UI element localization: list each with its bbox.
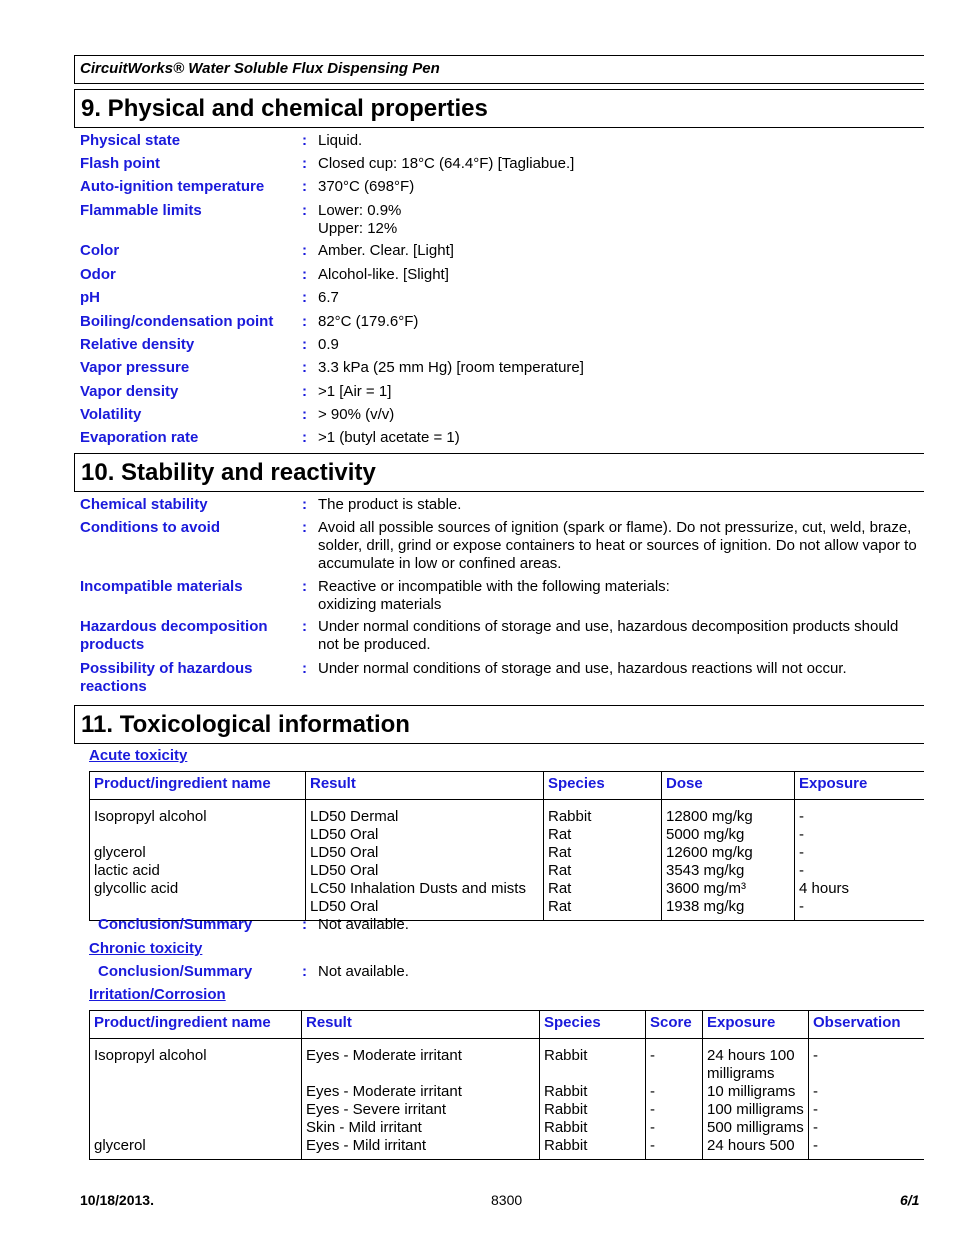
acute-cell: 12800 mg/kg: [662, 800, 795, 827]
acute-cell: 5000 mg/kg: [662, 826, 795, 844]
property-label: Conditions to avoid: [80, 519, 220, 536]
irritation-corrosion-link[interactable]: Irritation/Corrosion: [89, 986, 226, 1003]
irritation-column-header: Exposure: [703, 1011, 809, 1039]
property-value: [318, 359, 923, 377]
property-value: [318, 178, 923, 196]
irritation-cell: Skin - Mild irritant: [302, 1119, 540, 1137]
acute-conclusion-value: Not available.: [318, 916, 409, 933]
irritation-cell: Rabbit: [540, 1101, 646, 1119]
property-value: [318, 266, 923, 284]
acute-cell: LD50 Oral: [306, 826, 544, 844]
colon: :: [302, 916, 307, 933]
colon: :: [302, 155, 307, 172]
irritation-header-row: [90, 1011, 925, 1039]
acute-column-header: Dose: [662, 772, 795, 800]
property-value-line: Under normal conditions of storage and use, hazardous reactions will not occur.: [318, 660, 847, 677]
acute-cell: LD50 Oral: [306, 844, 544, 862]
property-label: pH: [80, 289, 100, 306]
property-label: Possibility of hazardous reactions: [80, 660, 253, 695]
irritation-cell: Eyes - Severe irritant: [302, 1101, 540, 1119]
acute-cell: LC50 Inhalation Dusts and mists: [306, 880, 544, 898]
property-label: Flammable limits: [80, 202, 202, 219]
property-value-line: 6.7: [318, 289, 339, 306]
property-value-line: >1 (butyl acetate = 1): [318, 429, 460, 446]
irritation-cell: -: [813, 1119, 818, 1136]
irritation-cell: Eyes - Moderate irritant: [302, 1039, 540, 1084]
colon: :: [302, 178, 307, 195]
property-label: Evaporation rate: [80, 429, 199, 446]
document-header: [74, 55, 924, 84]
property-label: Flash point: [80, 155, 160, 172]
acute-row: [90, 880, 925, 898]
acute-cell: -: [799, 826, 804, 843]
irritation-cell: -: [646, 1083, 703, 1101]
property-value: [318, 496, 923, 514]
property-value-line: 3.3 kPa (25 mm Hg) [room temperature]: [318, 359, 584, 376]
property-value-line: Closed cup: 18°C (64.4°F) [Tagliabue.]: [318, 155, 575, 172]
property-value-line: 82°C (179.6°F): [318, 313, 419, 330]
irritation-cell: -: [813, 1047, 818, 1064]
irritation-cell: -: [646, 1137, 703, 1160]
irritation-table: [89, 1010, 924, 1160]
property-label: Chemical stability: [80, 496, 208, 513]
irritation-cell: -: [646, 1101, 703, 1119]
property-label: Odor: [80, 266, 116, 283]
irritation-cell: -: [646, 1119, 703, 1137]
property-value: [318, 289, 923, 307]
irritation-column-header: Observation: [809, 1011, 925, 1039]
acute-conclusion-label: Conclusion/Summary: [98, 916, 253, 933]
property-value: [318, 202, 923, 238]
acute-column-header: Result: [306, 772, 544, 800]
irritation-cell: glycerol: [90, 1137, 302, 1160]
irritation-column-header: Result: [302, 1011, 540, 1039]
irritation-cell: Rabbit: [540, 1083, 646, 1101]
property-value-line: Under normal conditions of storage and use, hazardous decomposition products should not be produced.: [318, 618, 899, 653]
acute-column-header: Product/ingredient name: [90, 772, 306, 800]
colon: :: [302, 202, 307, 219]
property-value-line: Avoid all possible sources of ignition (spark or flame). Do not pressurize, cut, weld, braze, solder, drill, grind or expose containers to heat or sources of ignition. Do not allow vapor to accumulate in low or confined areas.: [318, 519, 917, 572]
footer-page: 6/1: [900, 1192, 920, 1208]
colon: :: [302, 618, 307, 635]
acute-cell: 12600 mg/kg: [662, 844, 795, 862]
property-value-line: Upper: 12%: [318, 220, 398, 237]
acute-toxicity-link[interactable]: Acute toxicity: [89, 747, 188, 764]
acute-cell: -: [799, 844, 804, 861]
property-value-line: Lower: 0.9%: [318, 202, 402, 219]
property-value-line: >1 [Air = 1]: [318, 383, 392, 400]
acute-toxicity-table: [89, 771, 924, 921]
colon: :: [302, 336, 307, 353]
irritation-cell: [90, 1083, 302, 1101]
chronic-conclusion-value: Not available.: [318, 963, 409, 980]
property-value-line: Alcohol-like. [Slight]: [318, 266, 449, 283]
section-9-title: 9. Physical and chemical properties: [81, 95, 488, 122]
colon: :: [302, 313, 307, 330]
property-value: [318, 242, 923, 260]
irritation-row: [90, 1137, 925, 1160]
colon: :: [302, 289, 307, 306]
section-9-heading: [74, 89, 924, 128]
irritation-column-header: Product/ingredient name: [90, 1011, 302, 1039]
property-value-line: > 90% (v/v): [318, 406, 395, 423]
property-value: [318, 618, 923, 654]
property-value-line: Reactive or incompatible with the following materials:: [318, 578, 670, 595]
colon: :: [302, 660, 307, 677]
irritation-row: [90, 1101, 925, 1119]
acute-row: [90, 844, 925, 862]
irritation-cell: 500 milligrams: [703, 1119, 809, 1137]
colon: :: [302, 266, 307, 283]
acute-cell: Rat: [544, 826, 662, 844]
acute-cell: Rabbit: [544, 800, 662, 827]
colon: :: [302, 578, 307, 595]
irritation-cell: -: [813, 1083, 818, 1100]
acute-column-header: Exposure: [795, 772, 925, 800]
property-label: Color: [80, 242, 120, 259]
acute-cell: Isopropyl alcohol: [90, 800, 306, 827]
colon: :: [302, 359, 307, 376]
property-label: Boiling/condensation point: [80, 313, 274, 330]
property-value: [318, 519, 923, 573]
property-value: [318, 383, 923, 401]
acute-cell: -: [799, 862, 804, 879]
product-name: CircuitWorks® Water Soluble Flux Dispensing Pen: [80, 60, 440, 77]
irritation-cell: Eyes - Moderate irritant: [302, 1083, 540, 1101]
property-value: [318, 660, 923, 678]
acute-column-header: Species: [544, 772, 662, 800]
acute-cell: -: [795, 898, 925, 921]
irritation-cell: 24 hours 100 milligrams: [703, 1039, 809, 1084]
property-label: Vapor density: [80, 383, 179, 400]
irritation-cell: [90, 1101, 302, 1119]
acute-cell: Rat: [544, 862, 662, 880]
acute-cell: 3543 mg/kg: [662, 862, 795, 880]
colon: :: [302, 406, 307, 423]
property-value-line: The product is stable.: [318, 496, 462, 513]
acute-cell: glycollic acid: [90, 880, 306, 898]
acute-cell: [90, 826, 306, 844]
section-11-heading: [74, 705, 924, 744]
colon: :: [302, 519, 307, 536]
acute-row: [90, 862, 925, 880]
colon: :: [302, 132, 307, 149]
acute-cell: Rat: [544, 880, 662, 898]
irritation-row: [90, 1039, 925, 1084]
colon: :: [302, 496, 307, 513]
property-label: Incompatible materials: [80, 578, 243, 595]
irritation-cell: Isopropyl alcohol: [90, 1039, 302, 1084]
acute-cell: LD50 Dermal: [306, 800, 544, 827]
property-value: [318, 578, 923, 614]
acute-cell: glycerol: [90, 844, 306, 862]
property-label: Physical state: [80, 132, 181, 149]
irritation-cell: -: [809, 1137, 925, 1160]
chronic-toxicity-link[interactable]: Chronic toxicity: [89, 940, 203, 957]
colon: :: [302, 242, 307, 259]
property-label: Hazardous decomposition products: [80, 618, 268, 653]
irritation-cell: Rabbit: [540, 1137, 646, 1160]
property-value-line: 370°C (698°F): [318, 178, 415, 195]
acute-cell: 1938 mg/kg: [662, 898, 795, 921]
acute-header-row: [90, 772, 925, 800]
irritation-cell: [90, 1119, 302, 1137]
irritation-row: [90, 1083, 925, 1101]
property-label: Vapor pressure: [80, 359, 190, 376]
property-value-line: oxidizing materials: [318, 596, 442, 613]
irritation-cell: Rabbit: [540, 1119, 646, 1137]
property-value: [318, 155, 923, 173]
acute-row: [90, 826, 925, 844]
acute-cell: Rat: [544, 844, 662, 862]
property-value-line: 0.9: [318, 336, 339, 353]
footer-date: 10/18/2013.: [80, 1192, 154, 1208]
property-value: [318, 336, 923, 354]
section-10-title: 10. Stability and reactivity: [81, 459, 376, 486]
colon: :: [302, 383, 307, 400]
property-value: [318, 406, 923, 424]
acute-cell: -: [799, 808, 804, 825]
property-value: [318, 132, 923, 150]
property-label: Auto-ignition temperature: [80, 178, 265, 195]
irritation-cell: -: [646, 1039, 703, 1084]
chronic-conclusion-label: Conclusion/Summary: [98, 963, 253, 980]
property-value-line: Amber. Clear. [Light]: [318, 242, 454, 259]
acute-cell: 4 hours: [799, 880, 850, 897]
property-label: Relative density: [80, 336, 195, 353]
irritation-cell: 10 milligrams: [703, 1083, 809, 1101]
property-value-line: Liquid.: [318, 132, 363, 149]
property-value: [318, 313, 923, 331]
acute-cell: LD50 Oral: [306, 898, 544, 921]
colon: :: [302, 429, 307, 446]
irritation-cell: Rabbit: [540, 1039, 646, 1084]
irritation-cell: 24 hours 500: [703, 1137, 809, 1160]
acute-cell: LD50 Oral: [306, 862, 544, 880]
section-11-title: 11. Toxicological information: [81, 711, 410, 738]
section-10-heading: [74, 453, 924, 492]
irritation-column-header: Score: [646, 1011, 703, 1039]
acute-cell: Rat: [544, 898, 662, 921]
acute-cell: 3600 mg/m³: [662, 880, 795, 898]
property-value: [318, 429, 923, 447]
irritation-cell: 100 milligrams: [703, 1101, 809, 1119]
irritation-column-header: Species: [540, 1011, 646, 1039]
irritation-row: [90, 1119, 925, 1137]
property-label: Volatility: [80, 406, 142, 423]
acute-row: [90, 800, 925, 827]
irritation-cell: Eyes - Mild irritant: [302, 1137, 540, 1160]
footer-code: 8300: [491, 1192, 523, 1208]
colon: :: [302, 963, 307, 980]
acute-cell: lactic acid: [90, 862, 306, 880]
irritation-cell: -: [813, 1101, 818, 1118]
